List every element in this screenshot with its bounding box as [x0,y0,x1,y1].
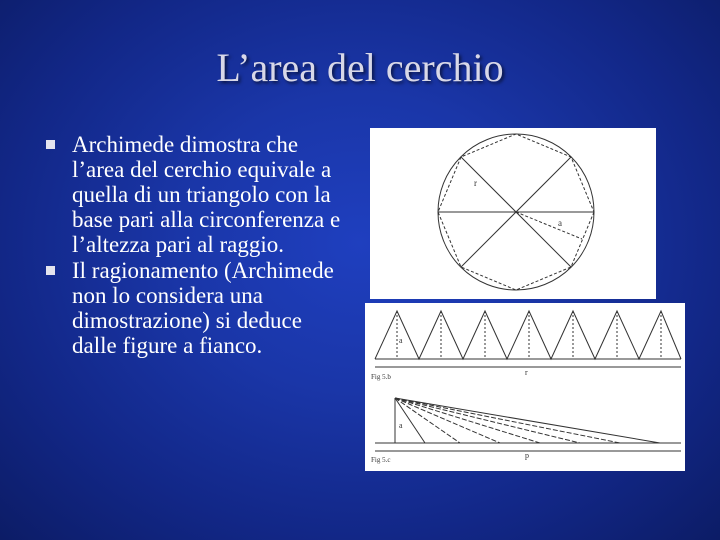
bullet-item [44,258,344,358]
square-bullet-icon [46,140,55,149]
fan-line [395,398,660,443]
lower-side-label: a [399,421,403,430]
slide-title: L’area del cerchio [216,45,504,90]
circle-polygon-figure [370,128,656,299]
radius-label: r [474,178,477,188]
apothem-line [516,212,582,239]
lower-caption: Fig 5.c [371,456,391,464]
fan-line [395,398,460,443]
fan-line [395,398,620,443]
fan-line [395,398,580,443]
square-bullet-icon [46,266,55,275]
bullet-text: Il ragionamento (Archimede non lo considera una dimostrazione) si deduce dalle figure a fianco. [72,258,334,358]
lower-base-label: p [525,451,529,460]
circle-polygon-drawing [370,128,656,299]
upper-side-label: a [399,336,403,345]
bullet-text: Archimede dimostra che l’area del cerchio equivale a quella di un triangolo con la base pari alla circonferenza e l’altezza pari al raggio. [72,132,341,257]
bullet-list [44,132,344,359]
triangles-figure [365,303,685,471]
fan-line [395,398,500,443]
bullet-item [44,132,344,257]
upper-caption: Fig 5.b [371,373,391,381]
apothem-label: a [558,218,562,228]
upper-base-label: r [525,368,528,377]
triangle-strip [375,311,681,359]
fan-line [395,398,540,443]
triangles-drawing [365,303,685,471]
